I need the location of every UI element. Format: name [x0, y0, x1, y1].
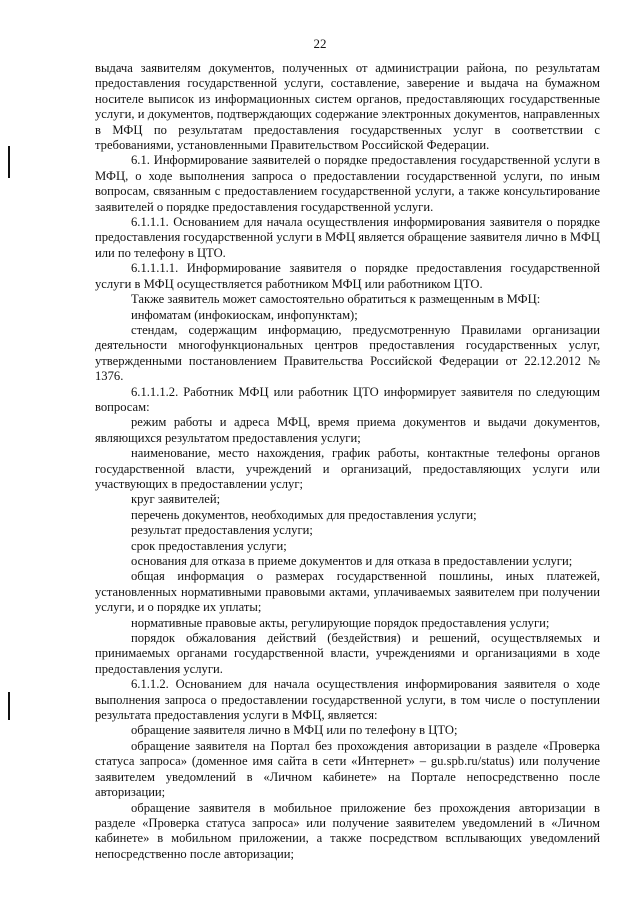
paragraph: 6.1.1.1. Основанием для начала осуществления информирования заявителя о порядке предоставления государственной услуги в МФЦ является обращение заявителя лично в МФЦ или по телефону в ЦТО. — [95, 215, 600, 260]
paragraph: стендам, содержащим информацию, предусмотренную Правилами организации деятельности многофункциональных центров предоставления государственных услуг, утвержденными постановлением Правительства Российской Федерации от 22.12.2012 № 1376. — [95, 322, 600, 384]
paragraph: нормативные правовые акты, регулирующие порядок предоставления услуги; — [131, 615, 550, 630]
paragraph: общая информация о размерах государственной пошлины, иных платежей, установленных нормативными правовыми актами, уплачиваемых заявителем при получении услуги, и о порядке их уплаты; — [95, 569, 600, 615]
paragraph: обращение заявителя на Портал без прохождения авторизации в разделе «Проверка статуса запроса» (доменное имя сайта в сети «Интернет» – gu.spb.ru/status) или получение заявителем уведомлений в «Личном кабинете» на Портале непосредственно после авторизации; — [95, 738, 600, 800]
paragraph: 6.1. Информирование заявителей о порядке предоставления государственной услуги в МФЦ, о ходе выполнения запроса о предоставлении государственной услуги, по иным вопросам, связанным с предоставлением государственной услуги, а также консультирование заявителей о порядке предоставления государственной услуги. — [95, 153, 600, 214]
paragraph: результат предоставления услуги; — [131, 523, 313, 538]
paragraph: наименование, место нахождения, график работы, контактные телефоны органов государственной власти, учреждений и организаций, предоставляющих услуги или участвующих в предоставлении услуг; — [95, 446, 600, 491]
margin-bar-top — [8, 146, 10, 178]
paragraph: срок предоставления услуги; — [131, 538, 287, 553]
paragraph: порядок обжалования действий (бездействия) и решений, осуществляемых и принимаемых органами государственной власти, учреждениями и организациями в ходе предоставления услуги. — [95, 631, 600, 676]
paragraph: режим работы и адреса МФЦ, время приема документов и выдачи документов, являющихся результатом предоставления услуги; — [95, 415, 600, 445]
paragraph: круг заявителей; — [131, 492, 221, 507]
paragraph: Также заявитель может самостоятельно обратиться к размещенным в МФЦ: — [131, 292, 541, 307]
paragraph: обращение заявителя в мобильное приложение без прохождения авторизации в разделе «Проверка статуса запроса» или получение заявителем уведомлений в «Личном кабинете» в мобильном приложении, а также посредством всплывающих уведомлений непосредственно после авторизации; — [95, 800, 600, 861]
margin-bar-bottom — [8, 692, 10, 720]
paragraph: основания для отказа в приеме документов и для отказа в предоставлении услуги; — [131, 554, 573, 568]
document-body — [95, 61, 600, 862]
paragraph: 6.1.1.1.2. Работник МФЦ или работник ЦТО информирует заявителя по следующим вопросам: — [95, 384, 600, 414]
paragraph: инфоматам (инфокиоскам, инфопунктам); — [131, 307, 358, 322]
paragraph: 6.1.1.2. Основанием для начала осуществления информирования заявителя о ходе выполнения запроса о предоставлении государственной услуги, в том числе о поступлении результата предоставления услуги в МФЦ, является: — [95, 677, 600, 723]
paragraph: выдача заявителям документов, полученных от администрации района, по результатам предоставления государственной услуги, составление, заверение и выдача на бумажном носителе выписок из информационных систем органов, предоставляющих государственные услуги, и документов, подтверждающих содержание электронных документов, направленных в МФЦ по результатам предоставления государственных услуг в соответствии с требованиями, установленными Правительством Российской Федерации. — [95, 61, 600, 153]
paragraph: перечень документов, необходимых для предоставления услуги; — [131, 507, 477, 522]
paragraph: обращение заявителя лично в МФЦ или по телефону в ЦТО; — [131, 723, 458, 738]
page-number: 22 — [313, 36, 327, 51]
paragraph: 6.1.1.1.1. Информирование заявителя о порядке предоставления государственной услуги в МФЦ осуществляется работником МФЦ или работником ЦТО. — [95, 261, 600, 291]
